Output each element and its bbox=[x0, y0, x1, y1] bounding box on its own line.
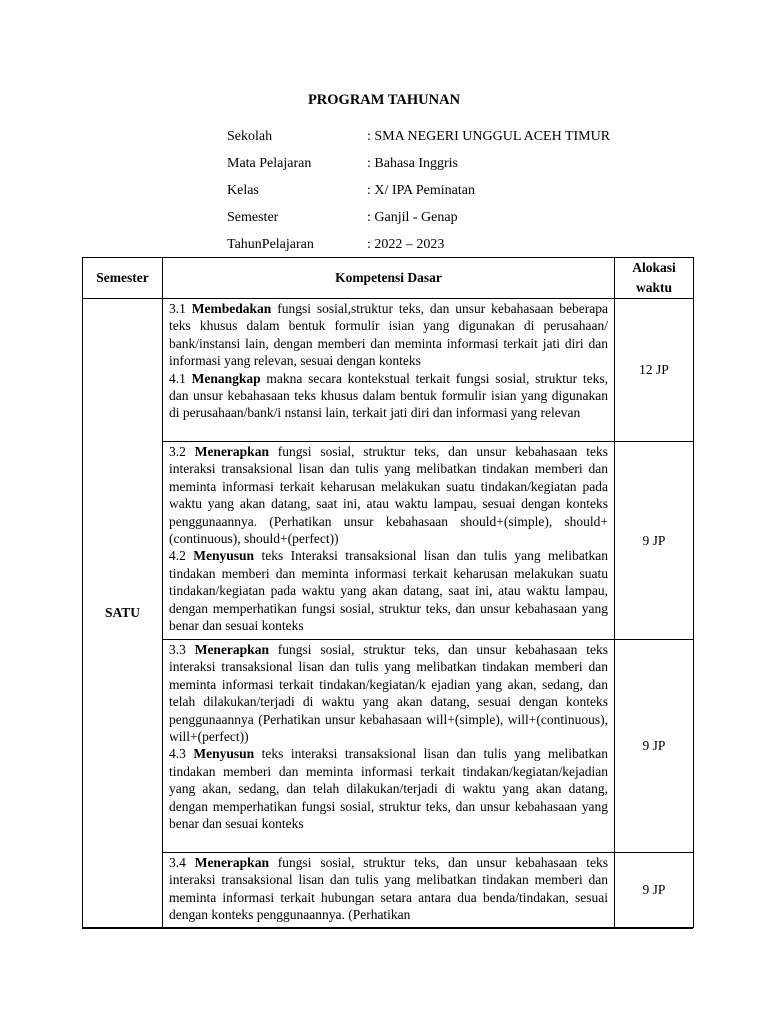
info-value: : Ganjil - Genap bbox=[367, 209, 458, 225]
kd-number: 3.2 bbox=[169, 444, 195, 459]
document-info bbox=[227, 123, 610, 258]
info-value: : SMA NEGERI UNGGUL ACEH TIMUR bbox=[367, 128, 611, 144]
kd-verb: Menangkap bbox=[191, 370, 261, 386]
kd-item bbox=[169, 300, 608, 370]
kd-text: teks Interaksi transaksional lisan dan tulis yang melibatkan tindakan memberi dan meminta informasi terkait keharusan melakukan suatu tindakan/kegiatan pada waktu yang akan datang, saat ini, atau waktu lampau, dengan memperhatikan fungsi sosial, struktur teks, dan unsur kebahasaan yang benar dan sesuai konteks bbox=[169, 548, 608, 634]
kd-number: 4.1 bbox=[169, 370, 192, 386]
alokasi-cell: 9 JP bbox=[615, 853, 694, 928]
kd-verb: Menerapkan bbox=[194, 855, 269, 870]
alokasi-cell: 9 JP bbox=[615, 640, 694, 853]
kd-text: fungsi sosial, struktur teks, dan unsur kebahasaan teks interaksi transaksional lisan dan tulis yang melibatkan tindakan memberi dan meminta informasi terkait tindakan/kegiatan/k ejadian yang akan, sedang, dan telah dilakukan/terjadi di waktu yang akan datang, sesuai dengan konteks penggunaannya (Perhatikan unsur kebahasaan will+(simple), will+(continuous), will+(perfect)) bbox=[169, 642, 608, 745]
info-label: Semester bbox=[227, 209, 279, 225]
info-label: TahunPelajaran bbox=[227, 236, 314, 252]
kd-text: teks interaksi transaksional lisan dan tulis yang melibatkan tindakan memberi dan meminta informasi terkait tindakan/kegiatan/kejadian yang akan, sedang, dan telah dilakukan/terjadi di waktu yang akan datang, dengan memperhatikan fungsi sosial, struktur teks, dan unsur kebahasaan yang benar dan sesuai konteks bbox=[169, 746, 609, 832]
header-kompetensi-dasar: Kompetensi Dasar bbox=[163, 258, 615, 299]
kd-verb: Menerapkan bbox=[194, 444, 269, 459]
kd-item bbox=[169, 854, 608, 924]
info-row-mata-pelajaran bbox=[227, 150, 610, 177]
info-row-semester bbox=[227, 204, 610, 231]
kd-cell bbox=[163, 299, 615, 442]
kd-text: fungsi sosial, struktur teks, dan unsur kebahasaan teks interaksi transaksional lisan dan tulis yang melibatkan tindakan memberi dan meminta informasi terkait hubungan setara antara dua benda/tindakan, sesuai dengan konteks penggunaannya. (Perhatikan bbox=[169, 855, 608, 923]
kd-item bbox=[169, 370, 608, 422]
kd-item bbox=[169, 443, 608, 547]
alokasi-cell: 12 JP bbox=[615, 299, 694, 442]
kd-text: makna secara kontekstual terkait fungsi sosial, struktur teks, dan unsur kebahasaan teks khusus dalam bentuk formulir isian yang digunakan di perusahaan/bank/i nstansi lain, terkait jati diri dan informasi yang relevan bbox=[169, 370, 609, 421]
kd-verb: Membedakan bbox=[191, 301, 272, 316]
kd-cell bbox=[163, 853, 615, 928]
page-title: PROGRAM TAHUNAN bbox=[307, 92, 461, 108]
program-table bbox=[82, 257, 694, 928]
kd-cell bbox=[163, 442, 615, 640]
kd-number: 3.3 bbox=[169, 642, 195, 657]
info-label: Kelas bbox=[227, 182, 259, 198]
info-label: Mata Pelajaran bbox=[227, 155, 312, 171]
alokasi-cell: 9 JP bbox=[615, 442, 694, 640]
kd-text: fungsi sosial, struktur teks, dan unsur kebahasaan teks interaksi transaksional lisan dan tulis yang melibatkan tindakan memberi dan meminta informasi terkait keharusan melakukan suatu tindakan/kegiatan pada waktu yang akan datang, saat ini, atau waktu lampau, sesuai dengan konteks penggunaannya. (Perhatikan unsur kebahasaan should+(simple), should+(continuous), should+(perfect)) bbox=[169, 444, 608, 547]
kd-verb: Menerapkan bbox=[194, 642, 269, 657]
kd-verb: Menyusun bbox=[193, 548, 255, 564]
page-crop-mask bbox=[0, 928, 768, 1024]
kd-number: 3.4 bbox=[169, 855, 195, 870]
kd-number: 4.3 bbox=[169, 746, 194, 762]
info-row-sekolah bbox=[227, 123, 610, 150]
header-alokasi-waktu: Alokasi waktu bbox=[615, 258, 694, 299]
header-semester: Semester bbox=[83, 258, 163, 299]
table-row bbox=[83, 853, 694, 928]
kd-number: 3.1 bbox=[169, 301, 192, 316]
info-label: Sekolah bbox=[227, 128, 273, 144]
kd-item bbox=[169, 547, 608, 634]
kd-verb: Menyusun bbox=[193, 746, 255, 762]
kd-item bbox=[169, 641, 608, 745]
kd-text: fungsi sosial,struktur teks, dan unsur kebahasaan beberapa teks khusus dalam bentuk formulir isian yang digunakan di perusahaan/ bank/instansi lain, dengan memberi dan meminta informasi terkait jati diri dan informasi yang relevan, sesuai dengan konteks bbox=[169, 301, 608, 369]
semester-cell: SATU bbox=[83, 299, 163, 928]
table-row bbox=[83, 442, 694, 640]
info-value: : Bahasa Inggris bbox=[367, 155, 458, 171]
table-row bbox=[83, 640, 694, 853]
table-row bbox=[83, 299, 694, 442]
table-header-row bbox=[83, 258, 694, 299]
kd-item bbox=[169, 745, 608, 832]
info-row-tahun-pelajaran bbox=[227, 231, 610, 258]
kd-cell bbox=[163, 640, 615, 853]
table-bottom-border bbox=[82, 927, 693, 929]
info-value: : 2022 – 2023 bbox=[367, 236, 445, 252]
info-row-kelas bbox=[227, 177, 610, 204]
info-value: : X/ IPA Peminatan bbox=[367, 182, 475, 198]
kd-number: 4.2 bbox=[169, 548, 194, 564]
kd-clip bbox=[169, 854, 608, 926]
